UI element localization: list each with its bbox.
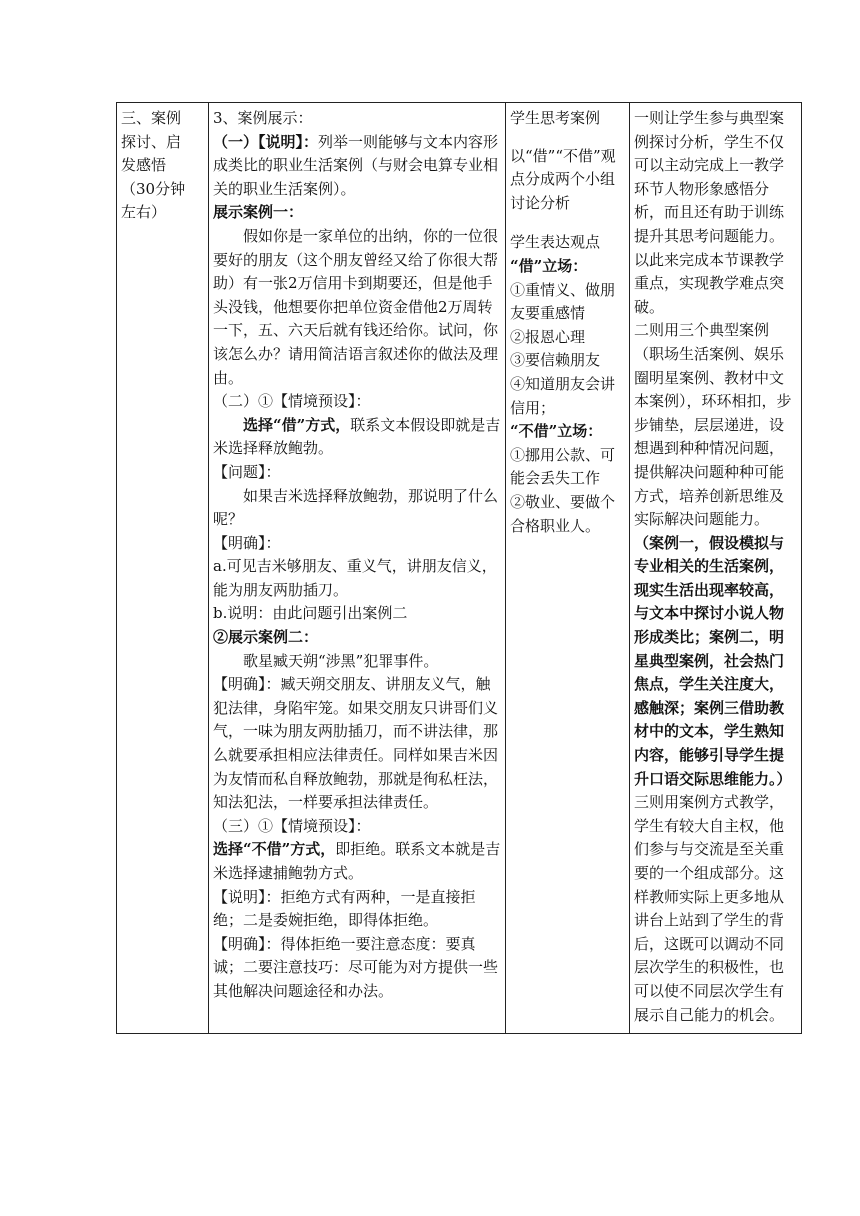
section-three-bold: 选择“不借”方式， (213, 840, 336, 859)
stage-line: 三、案例 (121, 109, 182, 127)
clarify-a: a.可见吉米够朋友、重义气，讲朋友信义，能为朋友两肋插刀。 (213, 557, 497, 599)
stage-line: 左右） (121, 203, 167, 222)
question-text: 如果吉米选择释放鲍勃，那说明了什么呢？ (213, 486, 499, 529)
question-label: 【问题】： (213, 462, 281, 481)
section-three-label: （三）①【情境预设】： (213, 816, 371, 835)
case-two-text: 歌星臧天朔“涉黑”犯罪事件。 (243, 651, 439, 670)
case-two-clarify-label: 【明确】： (213, 675, 281, 694)
case-one-text: 假如你是一家单位的出纳，你的一位很要好的朋友（这个朋友曾经又给了你很大帮助）有一张2万信用卡到期要还，但是他手头没钱，他想要你把单位资金借他2万周转一下，五、六天后就有钱还给你。试问，你该怎么办？请用简洁语言叙述你的做法及理由。 (213, 226, 499, 387)
noborrow-item: ①挪用公款、可能会丢失工作 (510, 445, 616, 488)
borrow-item: ④知道朋友会讲信用； (510, 374, 616, 417)
borrow-item: ③要信赖朋友 (510, 351, 601, 370)
student-p1: 学生思考案例 (510, 109, 601, 127)
section-three-clarify (213, 933, 502, 1004)
section-three-clarify-label: 【明确】： (213, 934, 281, 953)
section-two-bold: 选择“借”方式， (243, 415, 351, 434)
section-three-clarify-text: 得体拒绝一要注意态度：要真诚；二要注意技巧：尽可能为对方提供一些其他解决问题途径和办法。 (213, 934, 499, 1000)
student-p3: 学生表达观点 (510, 233, 601, 252)
spacer (510, 131, 626, 145)
section-two (213, 414, 502, 461)
borrow-item: ②报恩心理 (510, 327, 586, 346)
section-three-note-text: 拒绝方式有两种，一是直接拒绝；二是委婉拒绝，即得体拒绝。 (213, 887, 476, 930)
design-p2: 二则用三个典型案例（职场生活案例、娱乐圈明星案例、教材中文本案例），环环相扣，步步铺垫，层层递进，设想遇到种种情况问题，提供解决问题种种可能方式，培养创新思维及实际解决问题能力。 (634, 321, 792, 529)
case-one-title: 展示案例一： (213, 203, 304, 222)
design-cell (630, 103, 802, 1034)
section-two-text: 联系文本假设即就是吉米选择释放鲍勃。 (213, 415, 501, 458)
section-three-note (213, 886, 502, 933)
table-row (117, 103, 802, 1034)
stage-line: 发感悟 (121, 156, 167, 175)
noborrow-item: ②敬业、要做个合格职业人。 (510, 492, 616, 535)
section-one (213, 131, 502, 202)
spacer (510, 215, 626, 231)
design-p1: 一则让学生参与典型案例探讨分析，学生不仅可以主动完成上一教学环节人物形象感悟分析，而且还有助于训练提升其思考问题能力。以此来完成本节课教学重点，实现教学难点突破。 (634, 109, 785, 316)
section-three-text: 即拒绝。联系文本就是吉米选择逮捕鲍勃方式。 (213, 840, 501, 882)
stage-line: 探讨、启 (121, 132, 182, 151)
stage-line: （30分钟 (121, 179, 186, 198)
section-three (213, 838, 502, 885)
borrow-title: “借”立场： (510, 256, 588, 275)
section-two-label: （二）①【情境预设】： (213, 392, 371, 411)
section-one-text: 列举一则能够与文本内容形成类比的职业生活案例（与财会电算专业相关的职业生活案例）。 (213, 132, 499, 198)
stage-cell (117, 103, 209, 1034)
student-p2: 以“借”“不借”观点分成两个小组讨论分析 (510, 146, 616, 212)
design-p4: 三则用案例方式教学，学生有较大自主权，他们参与与交流是至关重要的一个组成部分。这样教师实际上更多地从讲台上站到了学生的背后，这既可以调动不同层次学生的积极性，也可以使不同层次学生有展示自己能力的机会。 (634, 793, 785, 1024)
content-cell (209, 103, 506, 1034)
noborrow-title: “不借”立场： (510, 422, 603, 441)
borrow-item: ①重情义、做朋友要重感情 (510, 280, 616, 323)
section-heading: 3、案例展示： (213, 109, 313, 127)
section-three-note-label: 【说明】： (213, 887, 281, 906)
case-two-title: ②展示案例二： (213, 628, 319, 647)
section-one-label: （一）【说明】： (213, 132, 319, 151)
design-p3: （案例一，假设模拟与专业相关的生活案例，现实生活出现率较高，与文本中探讨小说人物形成类比；案例二，明星典型案例，社会热门焦点，学生关注度大，感触深；案例三借助教材中的文本，学生熟知内容，能够引导学生提升口语交际思维能力。） (634, 533, 792, 788)
case-two-clarify (213, 673, 502, 815)
clarify-b: b.说明：由此问题引出案例二 (213, 604, 408, 623)
clarify-label: 【明确】： (213, 533, 281, 552)
lesson-plan-table (116, 102, 802, 1034)
case-two-clarify-text: 臧天朔交朋友、讲朋友义气，触犯法律，身陷牢笼。如果交朋友只讲哥们义气，一味为朋友两肋插刀，而不讲法律，那么就要承担相应法律责任。同样如果吉米因为友情而私自释放鲍勃，那就是徇私枉法，知法犯法，一样要承担法律责任。 (213, 675, 499, 812)
student-cell (506, 103, 630, 1034)
